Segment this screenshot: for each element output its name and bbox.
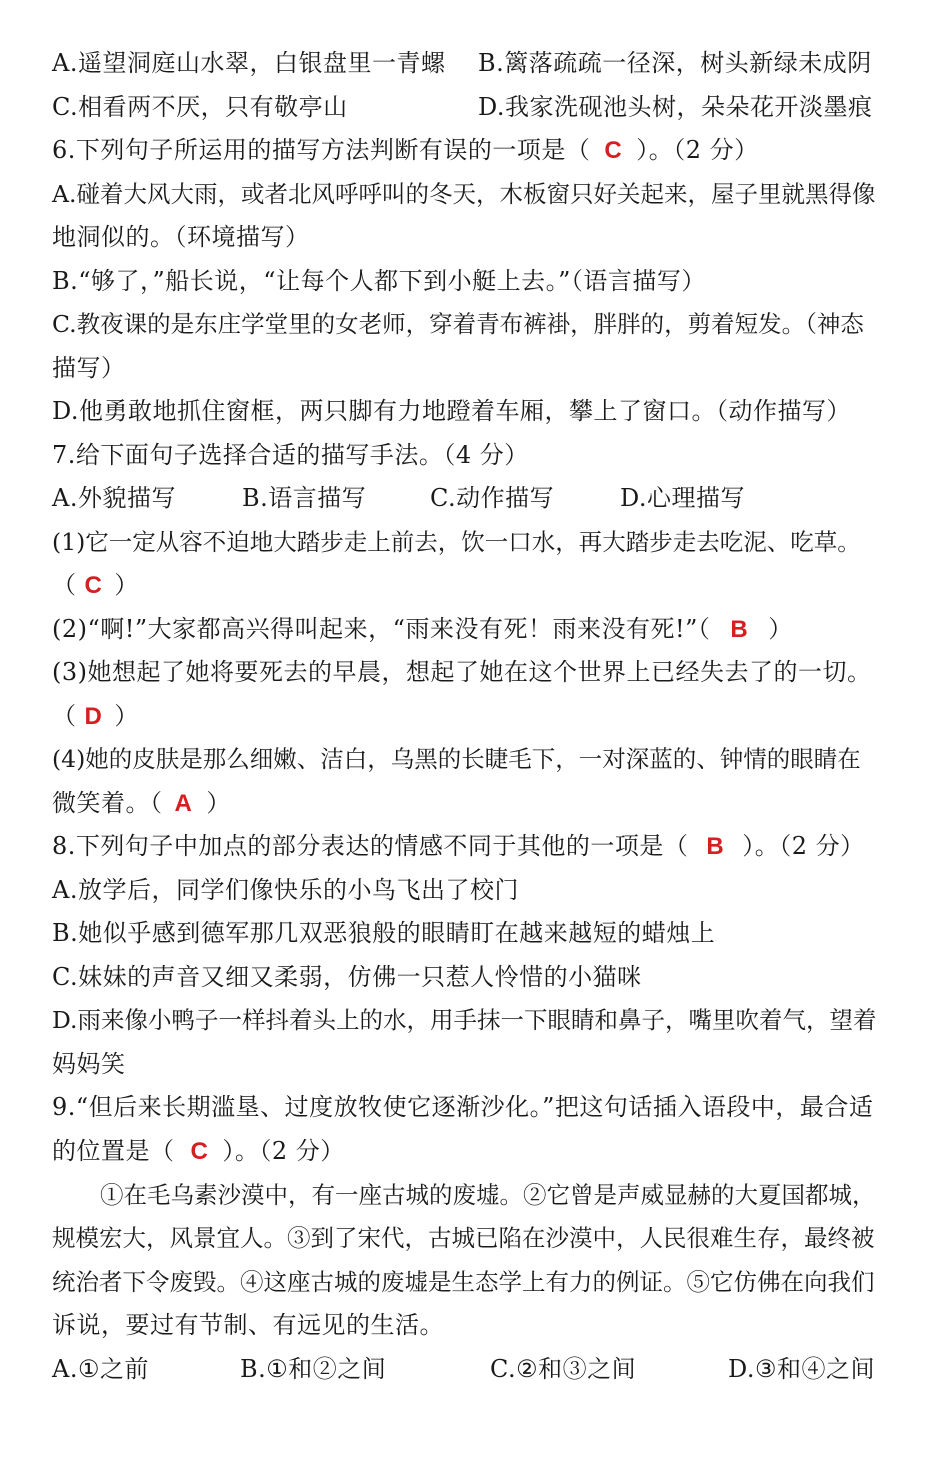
- q7-s4-answer: A: [174, 790, 193, 817]
- q8-option-d-line-2: 妈妈笑: [52, 1050, 126, 1078]
- q6-option-d: D.他勇敢地抓住窗框，两只脚有力地蹬着车厢，攀上了窗口。（动作描写）: [52, 397, 852, 425]
- q5-option-a: A.遥望洞庭山水翠，白银盘里一青螺: [52, 49, 446, 77]
- q9-passage-line-2: 规模宏大，风景宜人。③到了宋代，古城已陷在沙漠中，人民很难生存，最终被: [52, 1224, 875, 1252]
- q7-s3-close: ）: [114, 702, 139, 730]
- q7-sentence-3: (3)她想起了她将要死去的早晨，想起了她在这个世界上已经失去了的一切。: [52, 658, 872, 686]
- q9-passage-line-3: 统治者下令废毁。④这座古城的废墟是生态学上有力的例证。⑤它仿佛在向我们: [52, 1268, 875, 1296]
- q7-sentence-4-line-1: (4)她的皮肤是那么细嫩、洁白，乌黑的长睫毛下，一对深蓝的、钟情的眼睛在: [52, 745, 861, 773]
- q9-answer: C: [190, 1138, 209, 1165]
- q7-sentence-2: [52, 612, 793, 646]
- q9-passage-line-1: ①在毛乌素沙漠中，有一座古城的废墟。②它曾是声威显赫的大夏国都城，: [100, 1181, 876, 1209]
- q7-option-c: C.动作描写: [430, 484, 555, 512]
- q9-passage-line-4: 诉说，要过有节制、有远见的生活。: [52, 1311, 444, 1339]
- q7-s2-answer: B: [730, 616, 749, 643]
- q6-option-b: B.“够了，”船长说，“让每个人都下到小艇上去。”（语言描写）: [52, 267, 706, 295]
- q9-option-b: B.①和②之间: [240, 1355, 387, 1383]
- q9-option-c: C.②和③之间: [490, 1355, 637, 1383]
- q8-option-d-line-1: D.雨来像小鸭子一样抖着头上的水，用手抹一下眼睛和鼻子，嘴里吹着气，望着: [52, 1006, 877, 1034]
- q8-option-a: A.放学后，同学们像快乐的小鸟飞出了校门: [52, 876, 519, 904]
- q7-option-d: D.心理描写: [620, 484, 746, 512]
- q6-answer: C: [604, 137, 623, 164]
- q5-option-d: D.我家洗砚池头树，朵朵花开淡墨痕: [478, 93, 873, 121]
- q7-s1-open: （: [52, 571, 77, 599]
- q9-stem-line-1: 9.“但后来长期滥垦、过度放牧使它逐渐沙化。”把这句话插入语段中，最合适: [52, 1093, 874, 1121]
- q5-option-c: C.相看两不厌，只有敬亭山: [52, 93, 348, 121]
- q6-option-c-line-1: C.教夜课的是东庄学堂里的女老师，穿着青布裤褂，胖胖的，剪着短发。（神态: [52, 310, 864, 338]
- q7-s3-answer: D: [84, 703, 103, 730]
- q8-stem-tail: ）。（2 分）: [742, 832, 865, 860]
- q6-stem-text: 6.下列句子所运用的描写方法判断有误的一项是（: [52, 136, 591, 164]
- q8-stem: [52, 829, 865, 863]
- q8-option-c: C.妹妹的声音又细又柔弱，仿佛一只惹人怜惜的小猫咪: [52, 963, 642, 991]
- q6-option-a-line-2: 地洞似的。（环境描写）: [52, 223, 310, 251]
- q8-stem-text: 8.下列句子中加点的部分表达的情感不同于其他的一项是（: [52, 832, 689, 860]
- q5-option-b: B.篱落疏疏一径深，树头新绿未成阴: [478, 49, 872, 77]
- q7-s4-text: 微笑着。（: [52, 789, 163, 817]
- q9-stem-tail: ）。（2 分）: [222, 1137, 345, 1165]
- q7-sentence-1: (1)它一定从容不迫地大踏步走上前去，饮一口水，再大踏步走去吃泥、吃草。: [52, 528, 861, 556]
- q7-s1-answer: C: [84, 572, 103, 599]
- q7-s1-close: ）: [114, 571, 139, 599]
- q6-option-c-line-2: 描写）: [52, 354, 126, 382]
- q7-sentence-4-line-2: [52, 786, 231, 820]
- q7-s3-open: （: [52, 702, 77, 730]
- q7-s2-close: ）: [768, 615, 793, 643]
- q7-option-a: A.外貌描写: [52, 484, 176, 512]
- q7-s2-text: (2)“啊!”大家都高兴得叫起来，“雨来没有死！雨来没有死!”（: [52, 615, 711, 643]
- q8-option-b: B.她似乎感到德军那几双恶狼般的眼睛盯在越来越短的蜡烛上: [52, 919, 716, 947]
- q7-sentence-1-answer: [52, 568, 139, 602]
- q7-option-b: B.语言描写: [242, 484, 367, 512]
- q6-stem: [52, 133, 759, 167]
- q9-stem-line-2: [52, 1134, 345, 1168]
- q9-stem-text: 的位置是（: [52, 1137, 175, 1165]
- q8-answer: B: [706, 833, 725, 860]
- q9-option-d: D.③和④之间: [728, 1355, 876, 1383]
- q7-s4-close: ）: [206, 789, 231, 817]
- q6-stem-tail: ）。（2 分）: [636, 136, 759, 164]
- q9-option-a: A.①之前: [52, 1355, 149, 1383]
- q7-sentence-3-answer: [52, 699, 139, 733]
- q7-stem: 7.给下面句子选择合适的描写手法。（4 分）: [52, 441, 529, 469]
- q6-option-a-line-1: A.碰着大风大雨，或者北风呼呼叫的冬天，木板窗只好关起来，屋子里就黑得像: [52, 180, 876, 208]
